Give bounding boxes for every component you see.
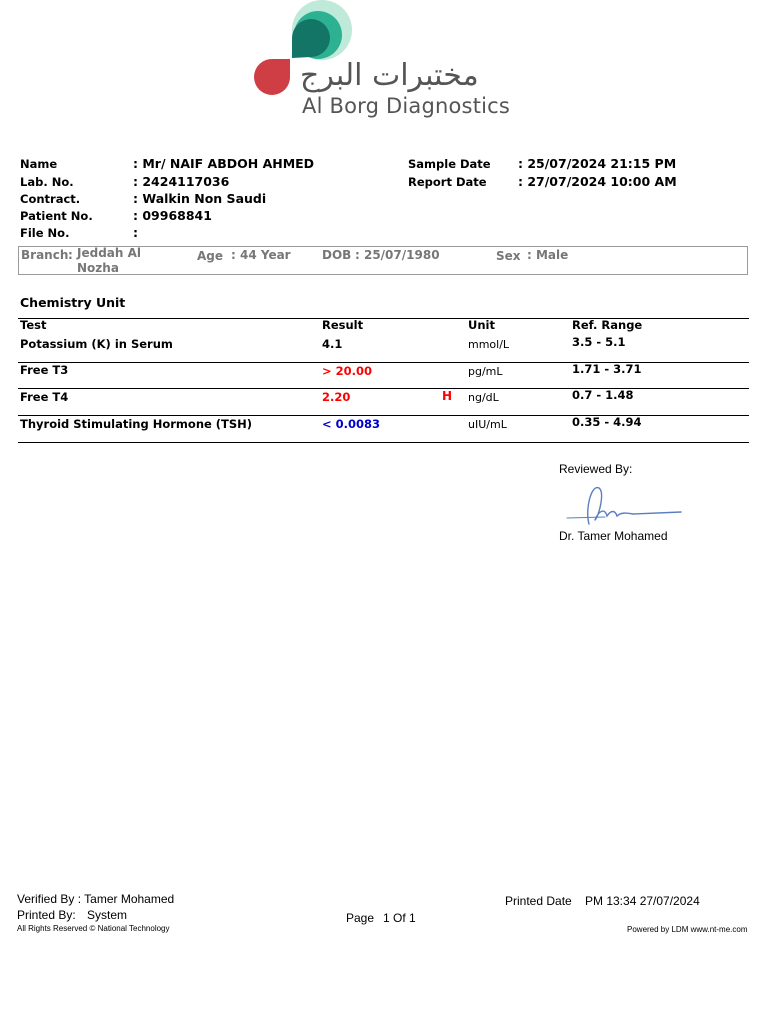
high-flag: H — [442, 389, 453, 403]
row-unit: mmol/L — [468, 338, 510, 351]
lab-no-label: Lab. No. — [20, 175, 74, 189]
table-bottom-rule — [18, 442, 749, 443]
name-label: Name — [20, 157, 58, 171]
row-result: 2.20 — [322, 390, 351, 404]
row-unit: ng/dL — [468, 391, 499, 404]
page-label: Page — [346, 911, 375, 925]
logo-brand-name: Al Borg Diagnostics — [302, 94, 511, 118]
sex-value: : Male — [527, 248, 569, 262]
file-no-value: : — [133, 225, 138, 240]
page-number: 1 Of 1 — [383, 911, 416, 925]
logo-circle-red — [254, 59, 290, 95]
row-ref-range: 3.5 - 5.1 — [572, 335, 626, 349]
patient-no-value: : 09968841 — [133, 208, 212, 223]
header-test: Test — [20, 318, 47, 332]
row-test-name: Free T4 — [20, 390, 69, 404]
rights-notice: All Rights Reserved © National Technology — [17, 924, 170, 933]
branch-value-line2: Nozha — [77, 261, 119, 275]
row-test-name: Free T3 — [20, 363, 69, 377]
row-test-name: Potassium (K) in Serum — [20, 337, 173, 351]
file-no-label: File No. — [20, 226, 70, 240]
printed-by-label: Printed By: — [17, 908, 76, 922]
logo-arabic-text: مختبرات البرج — [300, 58, 479, 93]
branch-value-line1: Jeddah Al — [77, 246, 142, 260]
dob-value: : 25/07/1980 — [355, 248, 440, 262]
age-value: : 44 Year — [231, 248, 291, 262]
signature-image — [565, 480, 687, 530]
header-unit: Unit — [468, 318, 495, 332]
row-divider — [18, 388, 749, 389]
section-title: Chemistry Unit — [20, 295, 126, 310]
row-unit: pg/mL — [468, 365, 503, 378]
row-result: > 20.00 — [322, 364, 373, 378]
patient-no-label: Patient No. — [20, 209, 93, 223]
printed-date-label: Printed Date — [505, 894, 572, 908]
contract-value: : Walkin Non Saudi — [133, 191, 267, 206]
printed-by-value: System — [87, 908, 128, 922]
report-date-label: Report Date — [408, 175, 487, 189]
age-label: Age — [197, 249, 224, 263]
reviewed-by-label: Reviewed By: — [559, 462, 633, 476]
dob-label: DOB — [322, 248, 352, 262]
reviewer-name: Dr. Tamer Mohamed — [559, 529, 668, 543]
printed-date-value: PM 13:34 27/07/2024 — [585, 894, 700, 908]
row-ref-range: 0.7 - 1.48 — [572, 388, 634, 402]
row-ref-range: 1.71 - 3.71 — [572, 362, 642, 376]
report-date-value: : 27/07/2024 10:00 AM — [518, 174, 677, 189]
contract-label: Contract. — [20, 192, 81, 206]
header-result: Result — [322, 318, 364, 332]
branch-label: Branch — [21, 248, 69, 262]
sex-label: Sex — [496, 249, 521, 263]
header-ref-range: Ref. Range — [572, 318, 643, 332]
row-unit: uIU/mL — [468, 418, 507, 431]
row-result: < 0.0083 — [322, 417, 381, 431]
lab-no-value: : 2424117036 — [133, 174, 230, 189]
sample-date-value: : 25/07/2024 21:15 PM — [518, 156, 677, 171]
branch-separator: : — [68, 248, 73, 262]
verified-by: Verified By : Tamer Mohamed — [17, 892, 175, 906]
powered-by: Powered by LDM www.nt-me.com — [627, 925, 748, 934]
row-test-name: Thyroid Stimulating Hormone (TSH) — [20, 417, 253, 431]
sample-date-label: Sample Date — [408, 157, 491, 171]
name-value: : Mr/ NAIF ABDOH AHMED — [133, 156, 315, 171]
row-ref-range: 0.35 - 4.94 — [572, 415, 642, 429]
row-result: 4.1 — [322, 337, 343, 351]
